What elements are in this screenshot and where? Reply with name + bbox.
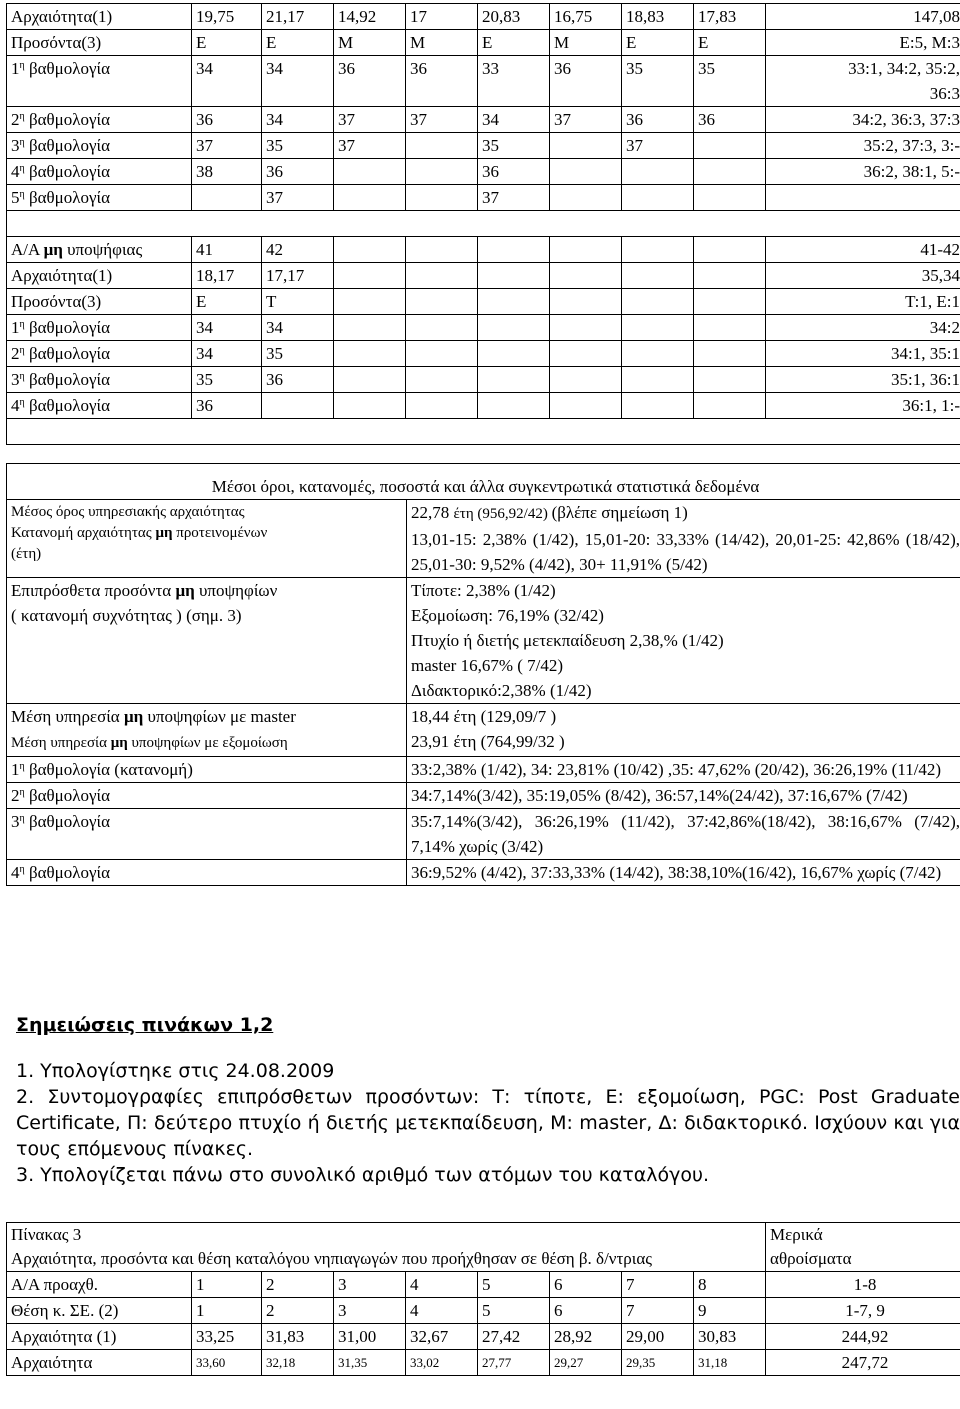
table-cell: 36 [694, 107, 766, 133]
avg-service-label [7, 704, 407, 757]
row-total: 35:1, 36:1 [766, 367, 960, 393]
table-cell: 28,92 [550, 1324, 622, 1350]
bold-not: μη [43, 240, 63, 259]
table-2-title: Μέσοι όροι, κατανομές, ποσοστά και άλλα συγκεντρωτικά στατιστικά δεδομένα [7, 464, 960, 500]
table-cell: 32,18 [262, 1350, 334, 1376]
bold-not: μη [155, 525, 173, 541]
svc-value: 23,91 έτη (764,99/32 ) [411, 732, 565, 751]
seniority-values [407, 500, 960, 578]
table-cell [622, 159, 694, 185]
svc-label: Μέση υπηρεσία [11, 735, 111, 751]
table-row [7, 578, 960, 704]
grade-distribution: 35:7,14%(3/42), 36:26,19% (11/42), 37:42,86%(18/42), 38:16,67% (7/42), 7,14% χωρίς (3/42) [407, 809, 960, 860]
table-cell: Ε [262, 30, 334, 56]
table-row [7, 783, 960, 809]
table-cell [622, 315, 694, 341]
grade-label: $3^\eta$ βαθμολογία [7, 809, 407, 860]
row-total: 35:2, 37:3, 3:- [766, 133, 960, 159]
note-2: 2. Συντομογραφίες επιπρόσθετων προσόντων: Τ: τίποτε, Ε: εξομοίωση, PGC: Post Graduate Certificate, Π: δεύτερο πτυχίο ή διετής μετεκπαίδευση, Μ: master, Δ: διδακτορικό. Ισχύουν και για τους επόμενους πίνακες. [16, 1086, 960, 1160]
table-cell: 17,83 [694, 4, 766, 30]
table-cell: 36 [192, 393, 262, 419]
table-row [7, 159, 960, 185]
row-label: $2^\eta$ βαθμολογία [7, 107, 192, 133]
table-cell: Μ [550, 30, 622, 56]
table-cell: Ε [192, 30, 262, 56]
table-row [7, 500, 960, 578]
row-label: Αρχαιότητα(1) [7, 263, 192, 289]
table-cell: 37 [262, 185, 334, 211]
row-total: 33:1, 34:2, 35:2, 36:3 [766, 56, 960, 107]
avg-seniority-value: 22,78 [411, 503, 454, 522]
notes-heading: Σημειώσεις πινάκων 1,2 [16, 1014, 274, 1036]
table-cell: Μ [406, 30, 478, 56]
row-total: 34:1, 35:1 [766, 341, 960, 367]
table-row [7, 1324, 960, 1350]
avg-seniority-detail: έτη (956,92/42) [453, 506, 552, 522]
table-cell: 3 [334, 1298, 406, 1324]
row-label: $1^\eta$ βαθμολογία [7, 315, 192, 341]
table-row [7, 56, 960, 107]
ordinal-sup: η [19, 137, 25, 148]
table-cell [550, 263, 622, 289]
table-row [7, 185, 960, 211]
table-cell [478, 341, 550, 367]
seniority-distribution: 13,01-15: 2,38% (1/42), 15,01-20: 33,33% (14/42), 20,01-25: 42,86% (18/42), 25,01-30: 9,52% (4/42), 30+ 11,91% (5/42) [411, 530, 960, 574]
table-cell [334, 367, 406, 393]
empty-cell [7, 211, 960, 237]
table-cell: 4 [406, 1272, 478, 1298]
table-row [7, 107, 960, 133]
table-cell: 6 [550, 1272, 622, 1298]
table-cell: 32,67 [406, 1324, 478, 1350]
table-3 [6, 1222, 960, 1376]
sums-header-line: αθροίσματα [770, 1249, 852, 1268]
table-cell: 34 [262, 315, 334, 341]
ordinal-sup: η [19, 319, 25, 330]
table-cell: 1 [192, 1298, 262, 1324]
table-cell [694, 315, 766, 341]
qual-value: Τίποτε: 2,38% (1/42) [411, 581, 556, 600]
table-row [7, 133, 960, 159]
table-cell: 33,02 [406, 1350, 478, 1376]
ordinal-sup: η [19, 371, 25, 382]
table-cell: 34 [262, 107, 334, 133]
table-row [7, 393, 960, 419]
table-cell: 34 [478, 107, 550, 133]
table-cell: 36 [478, 159, 550, 185]
table-cell: 14,92 [334, 4, 406, 30]
row-total: Ε:5, Μ:3 [766, 30, 960, 56]
table-cell [478, 263, 550, 289]
row-total: 1-7, 9 [766, 1298, 960, 1324]
table-cell [550, 237, 622, 263]
table-cell [550, 185, 622, 211]
table-cell [262, 393, 334, 419]
table-cell: 35 [262, 341, 334, 367]
table-cell: 2 [262, 1272, 334, 1298]
notes-section [16, 1012, 960, 1188]
table-cell [550, 289, 622, 315]
grades-body [7, 757, 960, 886]
row-label: $4^\eta$ βαθμολογία [7, 393, 192, 419]
row-label: $5^\eta$ βαθμολογία [7, 185, 192, 211]
table-row [7, 263, 960, 289]
row-label: $2^\eta$ βαθμολογία [7, 341, 192, 367]
table-cell [694, 289, 766, 315]
table-cell [334, 315, 406, 341]
table-3-subtitle: Αρχαιότητα, προσόντα και θέση καταλόγου νηπιαγωγών που προήχθησαν σε θέση β. δ/ντριας [11, 1249, 653, 1268]
table-cell [694, 237, 766, 263]
ordinal-sup: η [19, 189, 25, 200]
row-label: Α/Α μη υποψήφιας [7, 237, 192, 263]
table-cell: 37 [192, 133, 262, 159]
table-cell: 29,00 [622, 1324, 694, 1350]
table-cell: 4 [406, 1298, 478, 1324]
table-cell: 35 [622, 56, 694, 107]
table-cell [694, 133, 766, 159]
table-cell: 17 [406, 4, 478, 30]
ordinal-sup: η [19, 813, 25, 824]
table-cell [334, 185, 406, 211]
table-cell [622, 185, 694, 211]
table-row [7, 237, 960, 263]
qual-value: Διδακτορικό:2,38% (1/42) [411, 681, 592, 700]
table-cell [334, 263, 406, 289]
table-cell: 2 [262, 1298, 334, 1324]
table-cell [622, 237, 694, 263]
table-row [7, 1298, 960, 1324]
table-1 [6, 3, 960, 445]
row-total [766, 185, 960, 211]
table-cell [622, 289, 694, 315]
table-row [7, 289, 960, 315]
partial-sums-header [766, 1223, 960, 1272]
table-cell: 34 [192, 56, 262, 107]
table-cell [550, 315, 622, 341]
table-cell [334, 159, 406, 185]
table-cell: 35 [262, 133, 334, 159]
note-3: 3. Υπολογίζεται πάνω στο συνολικό αριθμό των ατόμων του καταλόγου. [16, 1164, 710, 1186]
table-cell: 18,83 [622, 4, 694, 30]
row-total: 34:2, 36:3, 37:3 [766, 107, 960, 133]
table-cell: Ε [694, 30, 766, 56]
row-total: 1-8 [766, 1272, 960, 1298]
table-row-empty [7, 211, 960, 237]
seniority-label [7, 500, 407, 578]
row-label: Αρχαιότητα (1) [7, 1324, 192, 1350]
years-label: (έτη) [11, 546, 42, 562]
grade-distribution: 36:9,52% (4/42), 37:33,33% (14/42), 38:38,10%(16/42), 16,67% χωρίς (7/42) [407, 860, 960, 886]
table-cell: 20,83 [478, 4, 550, 30]
table-cell [478, 367, 550, 393]
table-row-empty [7, 419, 960, 445]
row-label: $1^\eta$ βαθμολογία [7, 56, 192, 107]
table-cell: 3 [334, 1272, 406, 1298]
table-cell [406, 159, 478, 185]
table-cell [550, 133, 622, 159]
row-label: Προσόντα(3) [7, 30, 192, 56]
table-3-header [7, 1223, 766, 1272]
table-cell: 31,00 [334, 1324, 406, 1350]
table-cell: 33,25 [192, 1324, 262, 1350]
qual-value: Εξομοίωση: 76,19% (32/42) [411, 606, 604, 625]
svc-value: 18,44 έτη (129,09/7 ) [411, 707, 557, 726]
table-cell: 18,17 [192, 263, 262, 289]
bold-not: μη [123, 707, 144, 726]
table-cell [694, 367, 766, 393]
table-row [7, 464, 960, 500]
table-cell: 31,35 [334, 1350, 406, 1376]
table-cell [406, 315, 478, 341]
table-cell: Ε [622, 30, 694, 56]
table-row [7, 757, 960, 783]
svc-label-end: υποψηφίων με master [143, 707, 296, 726]
table-cell: Τ [262, 289, 334, 315]
table-cell [694, 185, 766, 211]
svc-label: Μέση υπηρεσία [11, 707, 124, 726]
row-total: 35,34 [766, 263, 960, 289]
table-cell [622, 367, 694, 393]
svc-label-end: υποψηφίων με εξομοίωση [127, 735, 288, 751]
table-cell: 41 [192, 237, 262, 263]
table-cell [550, 159, 622, 185]
table-cell [550, 393, 622, 419]
row-label: $3^\eta$ βαθμολογία [7, 133, 192, 159]
table-cell: 37 [334, 107, 406, 133]
table-cell: Ε [192, 289, 262, 315]
table-row [7, 30, 960, 56]
table-cell: 35 [192, 367, 262, 393]
table-cell: 37 [334, 133, 406, 159]
table-cell: 36 [406, 56, 478, 107]
table-cell [694, 263, 766, 289]
row-total: Τ:1, Ε:1 [766, 289, 960, 315]
table-cell [478, 393, 550, 419]
table-cell: 31,83 [262, 1324, 334, 1350]
table-cell: 1 [192, 1272, 262, 1298]
table-cell: 38 [192, 159, 262, 185]
grade-label: $2^\eta$ βαθμολογία [7, 783, 407, 809]
table-cell: 36 [262, 367, 334, 393]
row-total: 36:2, 38:1, 5:- [766, 159, 960, 185]
table-2 [6, 463, 960, 886]
table-row [7, 1223, 960, 1272]
table-row [7, 809, 960, 860]
table-cell [334, 341, 406, 367]
table-row [7, 860, 960, 886]
ordinal-sup: η [19, 345, 25, 356]
qual-label: Επιπρόσθετα προσόντα [11, 581, 176, 600]
ordinal-sup: η [19, 163, 25, 174]
qual-label-end: υποψηφίων [194, 581, 278, 600]
table-cell: Μ [334, 30, 406, 56]
table-cell: 36 [192, 107, 262, 133]
row-total: 244,92 [766, 1324, 960, 1350]
table-cell: 27,42 [478, 1324, 550, 1350]
table-cell [406, 263, 478, 289]
table-cell [550, 341, 622, 367]
table-cell: 33 [478, 56, 550, 107]
row-label: Προσόντα(3) [7, 289, 192, 315]
ordinal-sup: η [19, 761, 25, 772]
row-label: Αρχαιότητα(1) [7, 4, 192, 30]
ordinal-sup: η [19, 864, 25, 875]
table-cell: 30,83 [694, 1324, 766, 1350]
table-cell: 9 [694, 1298, 766, 1324]
table-cell [550, 367, 622, 393]
table-row [7, 704, 960, 757]
table-row [7, 341, 960, 367]
qual-dist-label: ( κατανομή συχνότητας ) (σημ. 3) [11, 606, 242, 625]
table-cell [406, 341, 478, 367]
table-row [7, 1350, 960, 1376]
table-cell: 42 [262, 237, 334, 263]
avg-service-values [407, 704, 960, 757]
ordinal-sup: η [19, 787, 25, 798]
table-cell [334, 289, 406, 315]
table-cell [406, 393, 478, 419]
row-total: 34:2 [766, 315, 960, 341]
sums-header-line: Μερικά [770, 1225, 823, 1244]
row-label: Αρχαιότητα [7, 1350, 192, 1376]
avg-seniority-label: Μέσος όρος υπηρεσιακής αρχαιότητας [11, 504, 245, 520]
table-cell: 5 [478, 1298, 550, 1324]
row-label: $4^\eta$ βαθμολογία [7, 159, 192, 185]
table-3-body [7, 1272, 960, 1376]
table-cell: 19,75 [192, 4, 262, 30]
table-cell: 35 [478, 133, 550, 159]
note-1: 1. Υπολογίστηκε στις 24.08.2009 [16, 1060, 335, 1082]
qualifications-label [7, 578, 407, 704]
table-cell: 6 [550, 1298, 622, 1324]
seniority-dist-label: Κατανομή αρχαιότητας [11, 525, 156, 541]
row-total: 247,72 [766, 1350, 960, 1376]
bold-not: μη [175, 581, 195, 600]
table-row [7, 367, 960, 393]
note-ref: (βλέπε σημείωση 1) [551, 503, 688, 522]
table-row [7, 315, 960, 341]
table-cell: 7 [622, 1298, 694, 1324]
table-cell [622, 263, 694, 289]
grade-label: $4^\eta$ βαθμολογία [7, 860, 407, 886]
table-cell [478, 289, 550, 315]
table-cell [478, 315, 550, 341]
table-cell [406, 185, 478, 211]
bold-not: μη [110, 735, 128, 751]
row-label: Θέση κ. ΣΕ. (2) [7, 1298, 192, 1324]
ordinal-sup: η [19, 60, 25, 71]
table-cell: 37 [622, 133, 694, 159]
empty-cell [7, 419, 960, 445]
table-cell [406, 289, 478, 315]
table-cell: 21,17 [262, 4, 334, 30]
row-total: 36:1, 1:- [766, 393, 960, 419]
table-cell: 17,17 [262, 263, 334, 289]
table-cell: 5 [478, 1272, 550, 1298]
table-cell: 34 [192, 341, 262, 367]
table-cell: 27,77 [478, 1350, 550, 1376]
table-cell: 33,60 [192, 1350, 262, 1376]
table-row [7, 1272, 960, 1298]
table-cell: 36 [550, 56, 622, 107]
table-cell: 36 [262, 159, 334, 185]
ordinal-sup: η [19, 397, 25, 408]
table-cell: 36 [622, 107, 694, 133]
table-cell: 34 [262, 56, 334, 107]
table-cell [694, 159, 766, 185]
table-cell: 8 [694, 1272, 766, 1298]
ordinal-sup: η [19, 111, 25, 122]
table-cell: 31,18 [694, 1350, 766, 1376]
grade-distribution: 34:7,14%(3/42), 35:19,05% (8/42), 36:57,14%(24/42), 37:16,67% (7/42) [407, 783, 960, 809]
table-cell [694, 393, 766, 419]
table-cell [622, 393, 694, 419]
table-cell: 29,35 [622, 1350, 694, 1376]
qualifications-values [407, 578, 960, 704]
row-total: 147,08 [766, 4, 960, 30]
table-cell: 35 [694, 56, 766, 107]
table-row [7, 4, 960, 30]
row-label: $3^\eta$ βαθμολογία [7, 367, 192, 393]
qual-value: master 16,67% ( 7/42) [411, 656, 564, 675]
table-cell: 36 [334, 56, 406, 107]
table-cell: 7 [622, 1272, 694, 1298]
table-cell: 16,75 [550, 4, 622, 30]
table-cell [406, 237, 478, 263]
row-total: 41-42 [766, 237, 960, 263]
table-cell [622, 341, 694, 367]
qual-value: Πτυχίο ή διετής μετεκπαίδευση 2,38,% (1/42) [411, 631, 724, 650]
table-cell [334, 237, 406, 263]
table-1-body [7, 4, 960, 445]
table-cell [694, 341, 766, 367]
table-cell [478, 237, 550, 263]
grade-label: $1^\eta$ βαθμολογία (κατανομή) [7, 757, 407, 783]
row-label: Α/Α προαχθ. [7, 1272, 192, 1298]
table-3-title: Πίνακας 3 [11, 1225, 82, 1244]
table-cell [192, 185, 262, 211]
seniority-dist-label-end: προτεινομένων [172, 525, 268, 541]
table-cell [406, 133, 478, 159]
table-cell: 29,27 [550, 1350, 622, 1376]
table-cell: Ε [478, 30, 550, 56]
table-cell: 37 [550, 107, 622, 133]
table-cell: 37 [406, 107, 478, 133]
table-cell [334, 393, 406, 419]
table-cell [406, 367, 478, 393]
table-cell: 37 [478, 185, 550, 211]
grade-distribution: 33:2,38% (1/42), 34: 23,81% (10/42) ,35: 47,62% (20/42), 36:26,19% (11/42) [407, 757, 960, 783]
table-cell: 34 [192, 315, 262, 341]
